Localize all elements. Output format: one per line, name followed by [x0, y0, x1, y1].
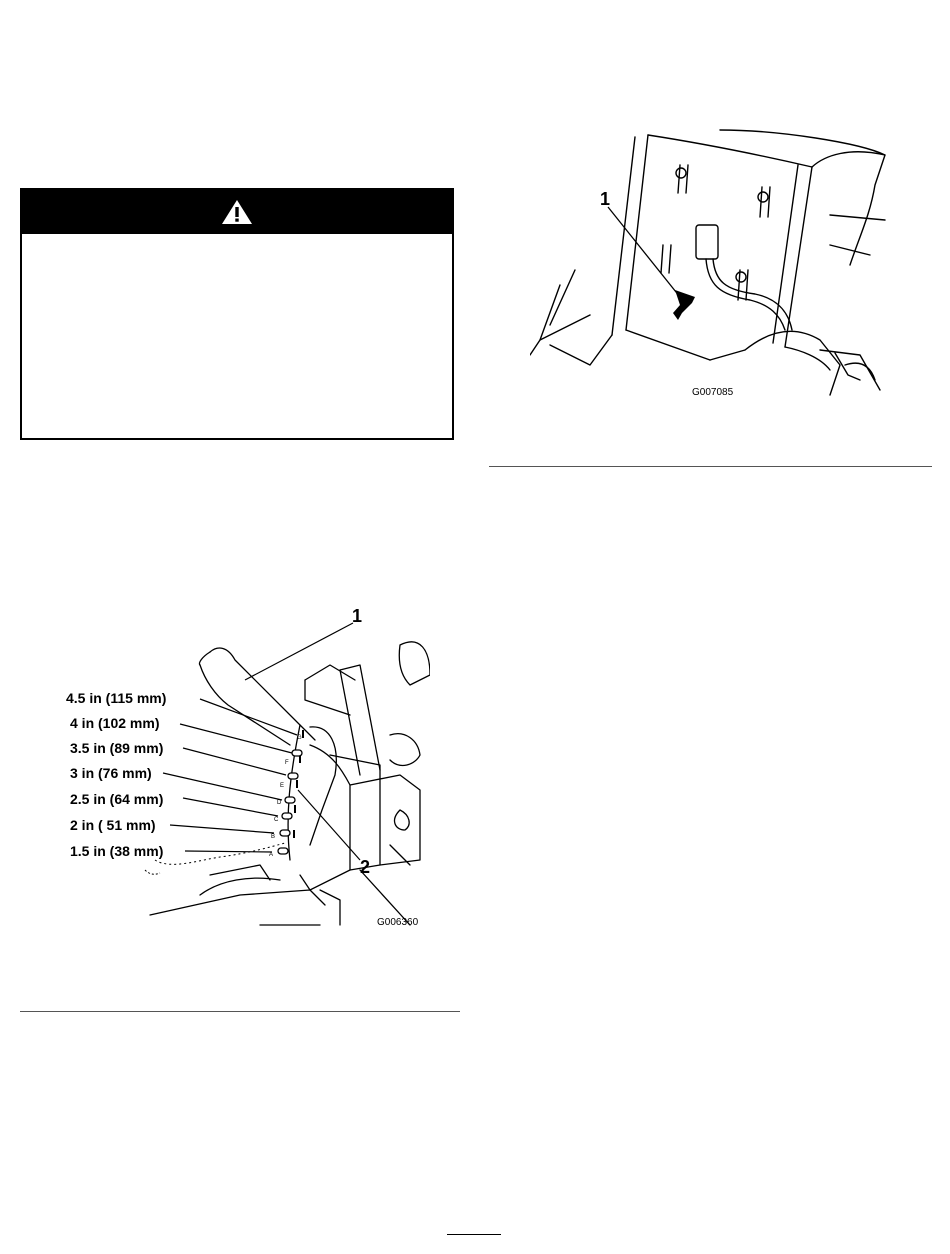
warning-header — [22, 190, 452, 234]
notch-letter-g: G — [297, 735, 302, 741]
height-label-4-5-in: 4.5 in (115 mm) — [66, 690, 167, 706]
figure-code: G006360 — [377, 917, 419, 928]
figure-code: G007085 — [692, 387, 734, 398]
warning-triangle-icon — [221, 199, 253, 225]
height-labels — [66, 690, 166, 859]
height-label-2-in: 2 in ( 51 mm) — [70, 817, 156, 833]
section-divider — [20, 1011, 460, 1012]
warning-box — [20, 188, 454, 440]
notch-letter-b: B — [271, 834, 276, 840]
callout-1: 1 — [600, 189, 611, 209]
height-label-4-in: 4 in (102 mm) — [70, 715, 160, 731]
notch-letter-a: A — [269, 852, 274, 858]
height-label-3-5-in: 3.5 in (89 mm) — [70, 740, 164, 756]
callout-1: 1 — [352, 606, 363, 626]
notch-letter-c: C — [274, 817, 279, 823]
notch-letter-d: D — [277, 800, 282, 806]
height-label-2-5-in: 2.5 in (64 mm) — [70, 791, 164, 807]
figure-height-of-cut — [60, 605, 430, 930]
height-label-3-in: 3 in (76 mm) — [70, 765, 152, 781]
figure-seat-adjust — [530, 125, 895, 405]
section-divider — [489, 466, 932, 467]
seat-knob — [673, 290, 695, 320]
height-label-1-5-in: 1.5 in (38 mm) — [70, 843, 164, 859]
callout-2: 2 — [360, 857, 371, 877]
notch-letter-f: F — [285, 760, 289, 766]
page-number-rule — [447, 1234, 501, 1235]
notch-letter-e: E — [280, 783, 285, 789]
figure-height-of-cut-drawing — [60, 605, 430, 930]
figure-seat-adjust-drawing — [530, 125, 895, 405]
